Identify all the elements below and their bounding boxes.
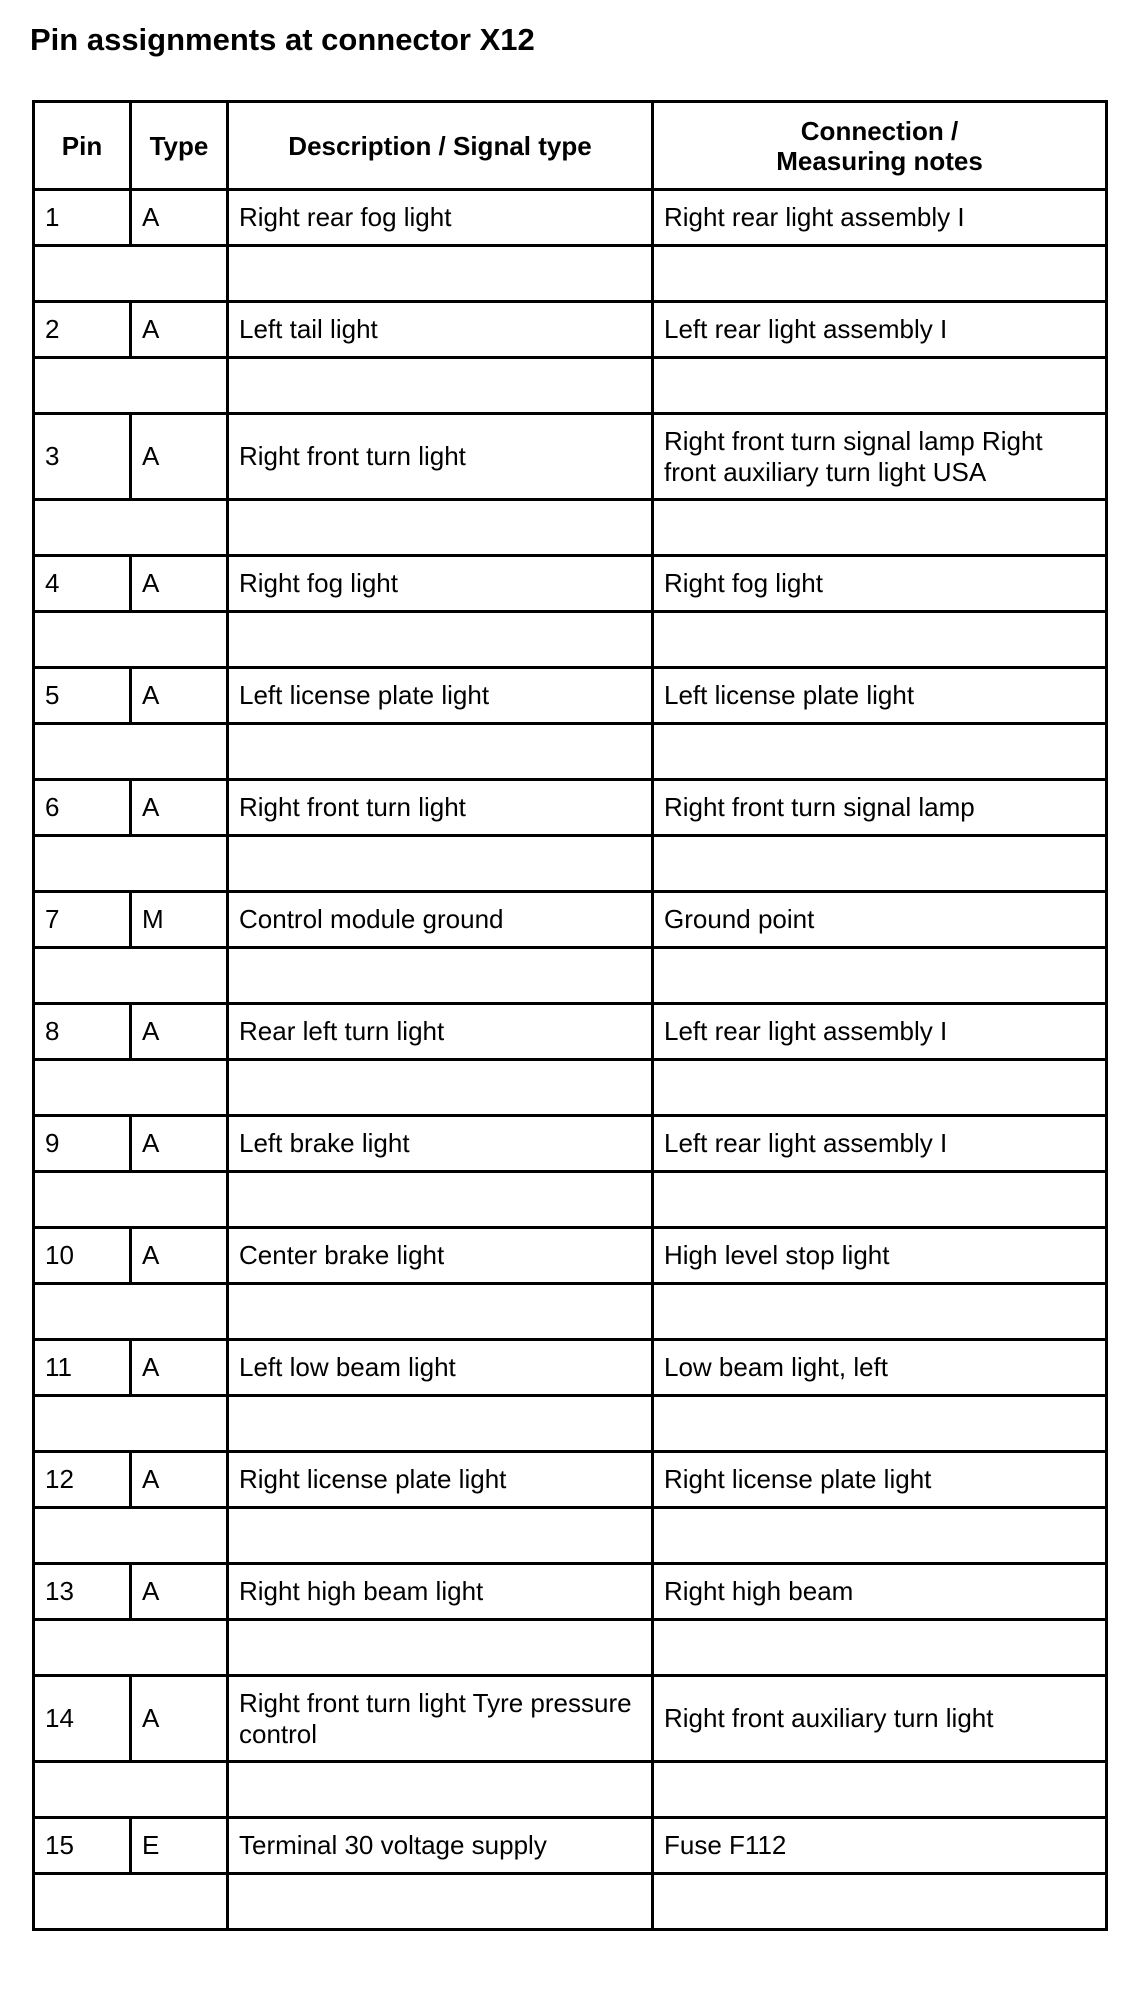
- description-cell: Right front turn light: [228, 414, 653, 500]
- blank-row: [34, 1060, 1107, 1116]
- blank-row: [34, 724, 1107, 780]
- blank-row: [34, 1396, 1107, 1452]
- pin-cell: 7: [34, 892, 131, 948]
- blank-cell: [653, 1060, 1107, 1116]
- blank-cell: [34, 948, 228, 1004]
- blank-cell: [34, 500, 228, 556]
- header-pin: Pin: [34, 102, 131, 190]
- description-cell: Right high beam light: [228, 1564, 653, 1620]
- description-cell: Right license plate light: [228, 1452, 653, 1508]
- pin-cell: 9: [34, 1116, 131, 1172]
- description-cell: Rear left turn light: [228, 1004, 653, 1060]
- connection-cell: Right high beam: [653, 1564, 1107, 1620]
- blank-cell: [653, 358, 1107, 414]
- pin-cell: 5: [34, 668, 131, 724]
- connection-cell: Fuse F112: [653, 1818, 1107, 1874]
- table-header-row: [34, 102, 1107, 190]
- type-cell: E: [131, 1818, 228, 1874]
- connection-cell: Right front turn signal lamp: [653, 780, 1107, 836]
- pin-cell: 1: [34, 190, 131, 246]
- description-cell: Terminal 30 voltage supply: [228, 1818, 653, 1874]
- blank-cell: [228, 612, 653, 668]
- table-row: [34, 1004, 1107, 1060]
- pin-cell: 8: [34, 1004, 131, 1060]
- blank-cell: [653, 1508, 1107, 1564]
- connection-cell: Ground point: [653, 892, 1107, 948]
- table-row: [34, 1228, 1107, 1284]
- description-cell: Right fog light: [228, 556, 653, 612]
- table-row: [34, 302, 1107, 358]
- type-cell: A: [131, 190, 228, 246]
- blank-cell: [228, 1284, 653, 1340]
- blank-row: [34, 612, 1107, 668]
- connection-cell: Left rear light assembly I: [653, 1004, 1107, 1060]
- type-cell: A: [131, 1004, 228, 1060]
- connection-cell: High level stop light: [653, 1228, 1107, 1284]
- table-row: [34, 1452, 1107, 1508]
- blank-row: [34, 1172, 1107, 1228]
- table-row: [34, 1340, 1107, 1396]
- blank-cell: [34, 1284, 228, 1340]
- connection-cell: Left license plate light: [653, 668, 1107, 724]
- header-connection: [653, 102, 1107, 190]
- description-cell: Left license plate light: [228, 668, 653, 724]
- table-row: [34, 414, 1107, 500]
- blank-cell: [34, 1762, 228, 1818]
- pin-assignment-table: [32, 100, 1108, 1931]
- blank-cell: [34, 1172, 228, 1228]
- pin-cell: 15: [34, 1818, 131, 1874]
- pin-cell: 13: [34, 1564, 131, 1620]
- description-cell: Control module ground: [228, 892, 653, 948]
- blank-cell: [228, 836, 653, 892]
- pin-cell: 10: [34, 1228, 131, 1284]
- pin-cell: 12: [34, 1452, 131, 1508]
- blank-cell: [34, 836, 228, 892]
- connection-cell: Low beam light, left: [653, 1340, 1107, 1396]
- type-cell: M: [131, 892, 228, 948]
- blank-cell: [228, 1060, 653, 1116]
- blank-cell: [653, 1172, 1107, 1228]
- blank-cell: [228, 724, 653, 780]
- blank-cell: [653, 1284, 1107, 1340]
- pin-cell: 11: [34, 1340, 131, 1396]
- description-cell: Right front turn light Tyre pressure control: [228, 1676, 653, 1762]
- table-row: [34, 668, 1107, 724]
- pin-cell: 4: [34, 556, 131, 612]
- type-cell: A: [131, 1340, 228, 1396]
- blank-cell: [34, 1874, 228, 1930]
- blank-cell: [653, 1396, 1107, 1452]
- blank-row: [34, 358, 1107, 414]
- blank-cell: [653, 500, 1107, 556]
- blank-cell: [228, 1396, 653, 1452]
- pin-cell: 14: [34, 1676, 131, 1762]
- blank-cell: [653, 246, 1107, 302]
- blank-row: [34, 1284, 1107, 1340]
- type-cell: A: [131, 1116, 228, 1172]
- blank-cell: [34, 1060, 228, 1116]
- table-row: [34, 1116, 1107, 1172]
- blank-cell: [228, 1874, 653, 1930]
- connection-cell: Right fog light: [653, 556, 1107, 612]
- blank-cell: [34, 1620, 228, 1676]
- blank-cell: [653, 612, 1107, 668]
- type-cell: A: [131, 780, 228, 836]
- table-row: [34, 1564, 1107, 1620]
- pin-cell: 2: [34, 302, 131, 358]
- pin-cell: 3: [34, 414, 131, 500]
- blank-row: [34, 1874, 1107, 1930]
- connection-cell: Right front turn signal lamp Right front auxiliary turn light USA: [653, 414, 1107, 500]
- table-row: [34, 892, 1107, 948]
- blank-cell: [34, 358, 228, 414]
- description-cell: Center brake light: [228, 1228, 653, 1284]
- description-cell: Right rear fog light: [228, 190, 653, 246]
- table-row: [34, 780, 1107, 836]
- blank-row: [34, 1508, 1107, 1564]
- connection-cell: Right license plate light: [653, 1452, 1107, 1508]
- blank-cell: [653, 948, 1107, 1004]
- blank-row: [34, 1762, 1107, 1818]
- blank-row: [34, 1620, 1107, 1676]
- header-type: Type: [131, 102, 228, 190]
- header-connection-line2: Measuring notes: [776, 145, 983, 176]
- blank-cell: [653, 836, 1107, 892]
- description-cell: Left brake light: [228, 1116, 653, 1172]
- blank-cell: [653, 1762, 1107, 1818]
- description-cell: Left low beam light: [228, 1340, 653, 1396]
- blank-cell: [228, 1762, 653, 1818]
- table-row: [34, 1818, 1107, 1874]
- connection-cell: Left rear light assembly I: [653, 302, 1107, 358]
- blank-cell: [228, 948, 653, 1004]
- blank-cell: [228, 246, 653, 302]
- description-cell: Right front turn light: [228, 780, 653, 836]
- type-cell: A: [131, 302, 228, 358]
- blank-cell: [34, 1508, 228, 1564]
- blank-cell: [653, 1874, 1107, 1930]
- blank-cell: [653, 1620, 1107, 1676]
- page-title: Pin assignments at connector X12: [30, 22, 535, 57]
- table-row: [34, 1676, 1107, 1762]
- blank-cell: [228, 1172, 653, 1228]
- blank-cell: [34, 612, 228, 668]
- connection-cell: Right front auxiliary turn light: [653, 1676, 1107, 1762]
- type-cell: A: [131, 1676, 228, 1762]
- blank-row: [34, 948, 1107, 1004]
- blank-cell: [34, 246, 228, 302]
- type-cell: A: [131, 1564, 228, 1620]
- connection-cell: Right rear light assembly I: [653, 190, 1107, 246]
- blank-cell: [228, 358, 653, 414]
- header-connection-line1: Connection /: [800, 115, 959, 146]
- blank-cell: [653, 724, 1107, 780]
- type-cell: A: [131, 1452, 228, 1508]
- table-row: [34, 556, 1107, 612]
- description-cell: Left tail light: [228, 302, 653, 358]
- type-cell: A: [131, 556, 228, 612]
- connection-cell: Left rear light assembly I: [653, 1116, 1107, 1172]
- blank-row: [34, 836, 1107, 892]
- blank-cell: [228, 1620, 653, 1676]
- blank-row: [34, 500, 1107, 556]
- header-description: Description / Signal type: [228, 102, 653, 190]
- table-row: [34, 190, 1107, 246]
- blank-row: [34, 246, 1107, 302]
- blank-cell: [34, 724, 228, 780]
- blank-cell: [34, 1396, 228, 1452]
- type-cell: A: [131, 1228, 228, 1284]
- blank-cell: [228, 1508, 653, 1564]
- pin-cell: 6: [34, 780, 131, 836]
- type-cell: A: [131, 414, 228, 500]
- type-cell: A: [131, 668, 228, 724]
- blank-cell: [228, 500, 653, 556]
